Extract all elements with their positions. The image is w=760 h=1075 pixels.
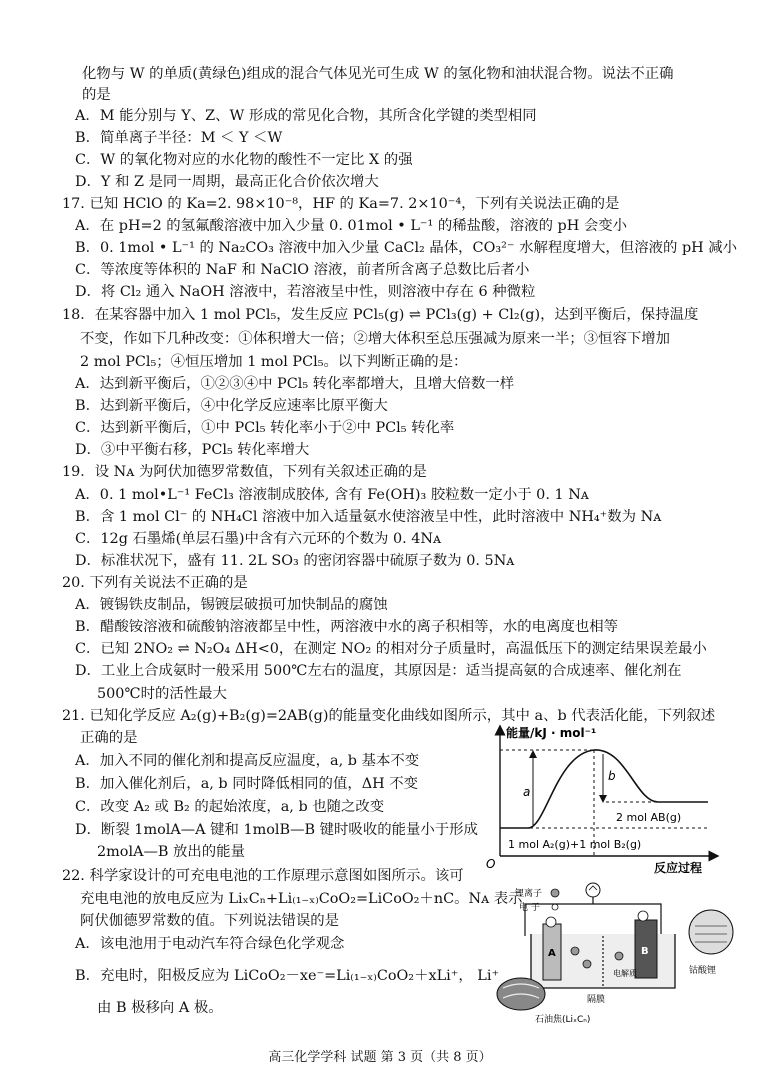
separator-label: 隔膜 — [587, 995, 606, 1005]
origin-label: O — [486, 857, 496, 871]
q17-option-c: C．等浓度等体积的 NaF 和 NaClO 溶液，前者所含离子总数比后者小 — [75, 262, 530, 278]
li-ion — [583, 960, 591, 968]
label-a: a — [523, 785, 531, 799]
q18-option-a: A．达到新平衡后，①②③④中 PCl₅ 转化率都增大，且增大倍数一样 — [75, 376, 515, 392]
q22-stem-line: 充电电池的放电反应为 LiₓCₙ+Li₍₁₋ₓ₎CoO₂=LiCoO₂＋nC。Nᴀ 表示 — [80, 891, 523, 907]
q22-option-b-cont: 由 B 极移向 A 极。 — [97, 1000, 223, 1016]
ion-legend-label: 锂离子 — [515, 889, 543, 899]
q16-stem-line: 化物与 W 的单质(黄绿色)组成的混合气体见光可生成 W 的氢化物和油状混合物。说法不正确 — [82, 66, 674, 82]
q18-option-d: D．③中平衡右移，PCl₅ 转化率增大 — [75, 442, 310, 458]
battery-diagram — [495, 876, 740, 1026]
electrolyte-label: 电解质 — [613, 969, 637, 978]
q19-option-b: B．含 1 mol Cl⁻ 的 NH₄Cl 溶液中加入适量氨水使溶液呈中性，此时溶液中 NH₄⁺数为 Nᴀ — [75, 509, 662, 525]
graphite-label: 石油焦(LiₓCₙ) — [535, 1015, 591, 1025]
q18-stem-line: 2 mol PCl₅；④恒压增加 1 mol PCl₅。以下判断正确的是： — [80, 354, 468, 370]
q18-option-b: B．达到新平衡后，④中化学反应速率比原平衡大 — [75, 398, 388, 414]
q20-option-b: B．醋酸铵溶液和硫酸钠溶液都呈中性，两溶液中水的离子积相等，水的电离度也相等 — [75, 619, 619, 635]
q20-option-c: C．已知 2NO₂ ⇌ N₂O₄ ΔH<0，在测定 NO₂ 的相对分子质量时，高温低压下的测定结果误差最小 — [75, 641, 707, 657]
q16-option-a: A．M 能分别与 Y、Z、W 形成的常见化合物，其所含化学键的类型相同 — [75, 108, 537, 124]
q21-stem-line: 21. 已知化学反应 A₂(g)+B₂(g)=2AB(g)的能量变化曲线如图所示，其中 a、b 代表活化能，下列叙述 — [62, 708, 716, 724]
electron-particle — [638, 911, 648, 921]
q18-stem-line: 18．在某容器中加入 1 mol PCl₅，发生反应 PCl₅(g) ⇌ PCl₃(g) + Cl₂(g)，达到平衡后，保持温度 — [62, 307, 699, 323]
q21-option-c: C．改变 A₂ 或 B₂ 的起始浓度，a, b 也随之改变 — [75, 799, 385, 815]
q20-option-a: A．镀锡铁皮制品，锡镀层破损可加快制品的腐蚀 — [75, 597, 388, 613]
q17-option-d: D．将 Cl₂ 通入 NaOH 溶液中，若溶液呈中性，则溶液中存在 6 种微粒 — [75, 284, 536, 300]
energy-diagram — [486, 724, 721, 874]
bulb-icon — [586, 883, 600, 897]
q22-stem-line: 阿伏伽德罗常数的值。下列说法错误的是 — [80, 913, 340, 929]
q20-stem: 20. 下列有关说法不正确的是 — [62, 575, 248, 591]
q21-option-d-cont: 2molA—B 放出的能量 — [97, 844, 245, 860]
q17-stem: 17. 已知 HClO 的 Ka=2. 98×10⁻⁸，HF 的 Ka=7. 2×10⁻⁴，下列有关说法正确的是 — [62, 196, 620, 212]
q19-stem: 19．设 Nᴀ 为阿伏加德罗常数值，下列有关叙述正确的是 — [62, 464, 427, 480]
electrode-a-label: A — [548, 948, 556, 959]
label-b: b — [608, 769, 616, 783]
q17-option-b: B．0. 1mol • L⁻¹ 的 Na₂CO₃ 溶液中加入少量 CaCl₂ 晶体，CO₃²⁻ 水解程度增大，但溶液的 pH 减小 — [75, 240, 738, 256]
x-axis-label: 反应过程 — [654, 861, 703, 874]
y-axis-label: 能量/kJ · mol⁻¹ — [506, 726, 597, 740]
q21-option-b: B．加入催化剂后，a, b 同时降低相同的值，ΔH 不变 — [75, 776, 419, 792]
q16-option-b: B．简单离子半径：M ＜ Y ＜W — [75, 130, 283, 146]
q16-option-c: C．W 的氧化物对应的水化物的酸性不一定比 X 的强 — [75, 152, 413, 168]
cobalt-label: 钴酸锂 — [689, 966, 717, 976]
q22-option-a: A．该电池用于电动汽车符合绿色化学观念 — [75, 936, 345, 952]
q18-stem-line: 不变，作如下几种改变：①体积增大一倍；②增大体积至总压强减为原来一半；③恒容下增加 — [80, 331, 671, 347]
page-footer: 高三化学学科 试题 第 3 页（共 8 页） — [268, 1050, 492, 1065]
electron-particle — [546, 917, 556, 927]
product-label: 2 mol AB(g) — [616, 811, 682, 824]
q21-stem-line: 正确的是 — [80, 730, 138, 746]
electrode-b-label: B — [641, 946, 649, 957]
q17-option-a: A．在 pH=2 的氢氟酸溶液中加入少量 0. 01mol • L⁻¹ 的稀盐酸，溶液的 pH 会变小 — [75, 218, 628, 234]
q20-option-d-cont: 500℃时的活性最大 — [97, 686, 227, 702]
li-ion — [571, 947, 579, 955]
q19-option-c: C．12g 石墨烯(单层石墨)中含有六元环的个数为 0. 4Nᴀ — [75, 531, 442, 547]
q21-option-d: D．断裂 1molA—A 键和 1molB—B 键时吸收的能量小于形成 — [75, 822, 478, 838]
electron-legend-icon — [552, 904, 558, 910]
electron-legend-label: 电 子 — [519, 903, 540, 913]
q21-option-a: A．加入不同的催化剂和提高反应温度，a, b 基本不变 — [75, 753, 420, 769]
q22-option-b: B．充电时，阳极反应为 LiCoO₂－xe⁻=Li₍₁₋ₓ₎CoO₂＋xLi⁺， Li⁺ — [75, 968, 500, 984]
q16-stem-line: 的是 — [82, 87, 111, 103]
q18-option-c: C．达到新平衡后，①中 PCl₅ 转化率小于②中 PCl₅ 转化率 — [75, 420, 455, 436]
lithium-cobaltate-structure — [689, 910, 733, 954]
q19-option-d: D．标准状况下，盛有 11. 2L SO₃ 的密闭容器中硫原子数为 0. 5Nᴀ — [75, 553, 515, 569]
q22-stem-line: 22. 科学家设计的可充电电池的工作原理示意图如图所示。该可 — [62, 868, 464, 884]
li-ion — [615, 952, 623, 960]
ion-legend-icon — [551, 889, 559, 897]
q20-option-d: D．工业上合成氨时一般采用 500℃左右的温度，其原因是：适当提高氨的合成速率、催化剂在 — [75, 663, 682, 679]
q16-option-d: D．Y 和 Z 是同一周期，最高正化合价依次增大 — [75, 174, 379, 190]
reactant-label: 1 mol A₂(g)+1 mol B₂(g) — [508, 838, 642, 851]
q19-option-a: A．0. 1 mol•L⁻¹ FeCl₃ 溶液制成胶体, 含有 Fe(OH)₃ 胶粒数一定小于 0. 1 Nᴀ — [75, 487, 589, 503]
